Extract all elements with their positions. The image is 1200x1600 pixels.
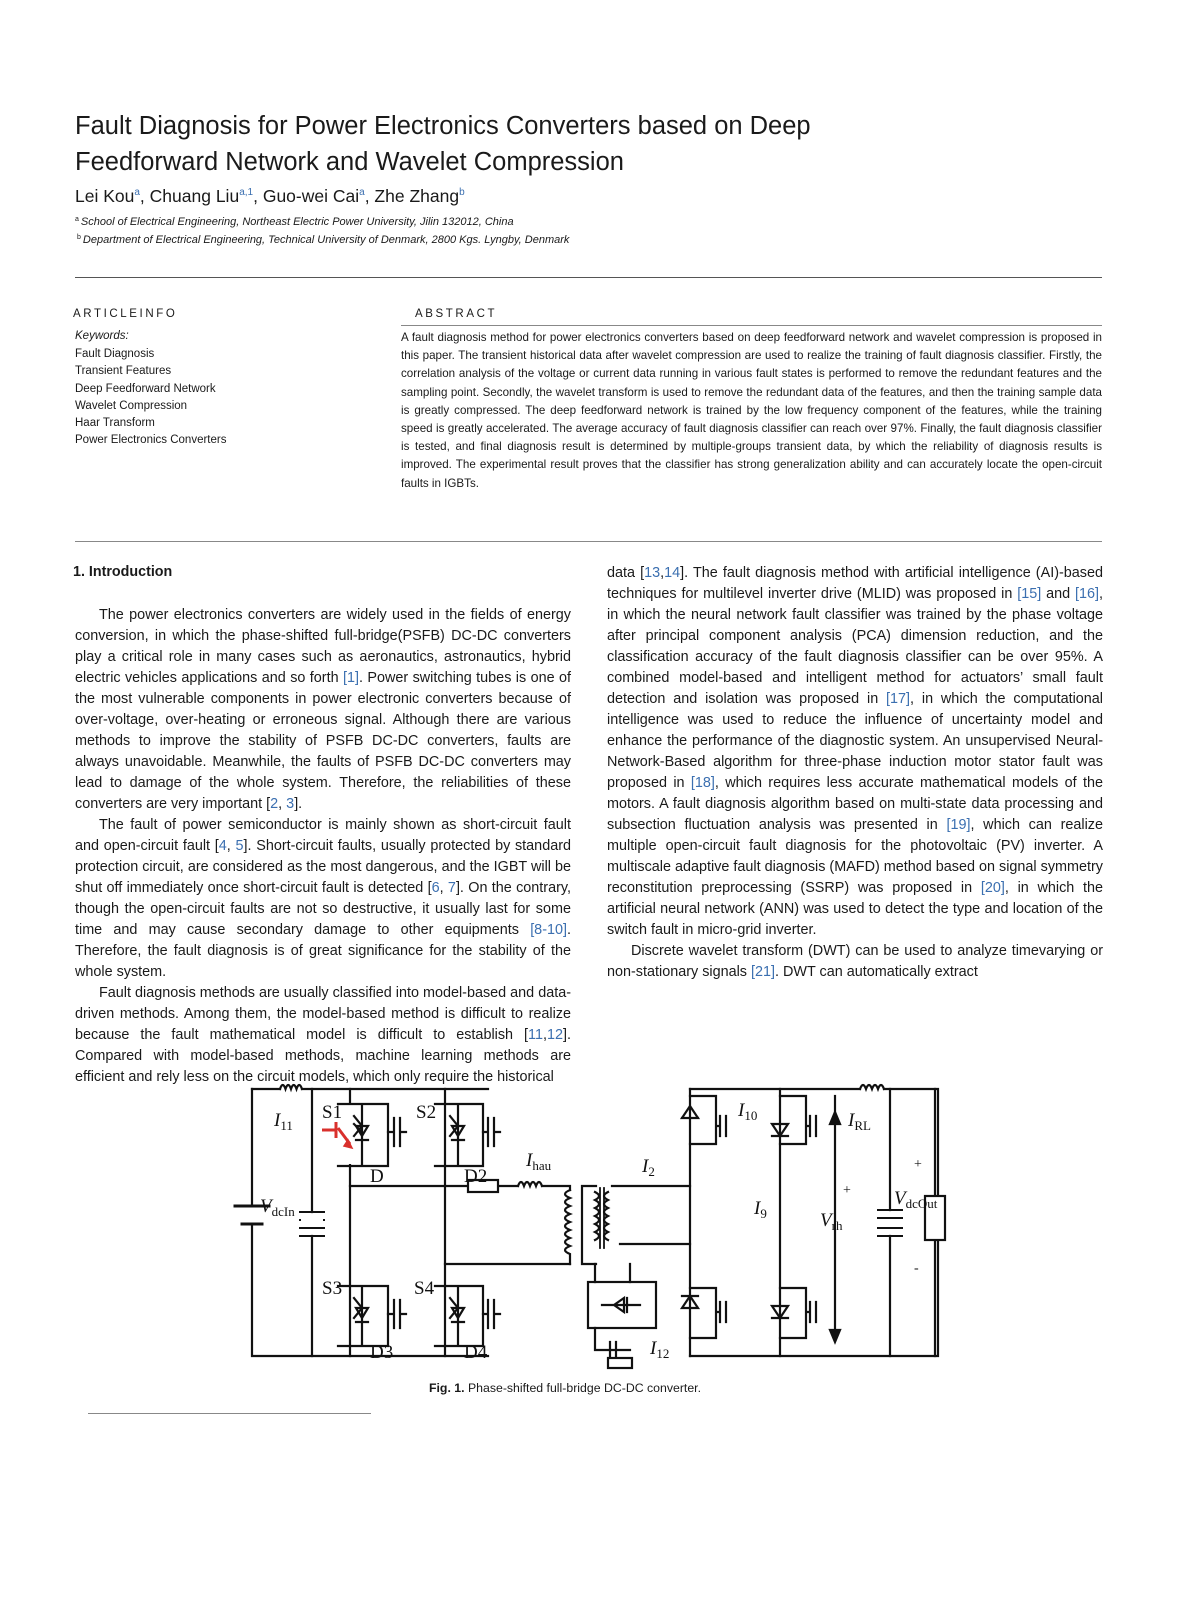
author-affil-mark: b: [459, 187, 465, 198]
author-affil-mark: a: [359, 187, 365, 198]
citation-link[interactable]: 7: [447, 880, 456, 896]
body-text: The power electronics converters are widely used in the fields of energy conversion, in which the phase-shifted full-bridge(PSFB) DC-DC converters play a critical role in many cases such as aeronautics, astronautics, hybrid electric vehicles applications and so forth: [75, 607, 571, 686]
section-heading: 1. Introduction: [73, 564, 173, 580]
affiliation-b: [77, 234, 569, 246]
citation-link[interactable]: 13: [644, 565, 661, 581]
body-paragraph: [607, 563, 1103, 941]
circuit-figure: [230, 1076, 950, 1376]
label-vrh: $V_{rh}$: [820, 1210, 843, 1233]
body-text: . Power switching tubes is one of the most vulnerable components in power electronic converters because of over-voltage, over-heating or erroneous signal. Although there are various methods to improve the stability of PSFB DC-DC converters, faults are always unavoidable. Meanwhile, the faults of PSFB DC-DC converters may lead to damage of the whole system. Therefore, the reliabilities of these converters are very important [: [75, 670, 571, 812]
figure-caption: [0, 1381, 1130, 1395]
body-text: ,: [439, 880, 448, 896]
affiliation-a: [75, 216, 514, 228]
affiliation-mark: b: [77, 234, 81, 241]
body-text: , which requires less accurate mathematical models of the motors. A fault diagnosis algorithm based on multi-state data processing and subsection fluctuation analysis was presented in: [607, 775, 1103, 833]
label-i12: $I_{12}$: [650, 1338, 670, 1361]
output-diode-2: [772, 1096, 816, 1144]
label-vdcout: $V_{dcOut}$: [894, 1188, 938, 1211]
keyword-item: Deep Feedforward Network: [75, 382, 216, 395]
inductor-symbol: [280, 1085, 302, 1089]
citation-link[interactable]: [20]: [980, 880, 1005, 896]
article-info-heading: ARTICLEINFO: [73, 308, 178, 320]
citation-link[interactable]: [1]: [343, 670, 359, 686]
body-text: ,: [278, 796, 287, 812]
body-text: Discrete wavelet transform (DWT) can be used to analyze timevarying or non-stationary signals: [607, 943, 1103, 980]
author-name: Chuang Liu: [149, 186, 240, 206]
author-affil-mark: a: [134, 187, 140, 198]
abstract-rule: [401, 325, 1102, 326]
label-minus-vout: -: [914, 1261, 919, 1276]
label-s1: S1: [322, 1102, 343, 1123]
citation-link[interactable]: [8-10]: [530, 922, 567, 938]
figure-caption-label: Fig. 1.: [429, 1381, 465, 1395]
label-d4: D4: [464, 1342, 488, 1363]
author-name: Lei Kou: [75, 186, 135, 206]
label-d2: D2: [464, 1166, 488, 1187]
abstract-text: A fault diagnosis method for power electronics converters based on deep feedforward network and wavelet compression is proposed in this paper. The transient historical data after wavelet compression are used to realize the training of fault diagnosis classifier. Firstly, the correlation analysis of the voltage or current data running in various fault states is performed to remove the redundant features and the sampling point. Secondly, the wavelet transform is used to remove the redundant data of the features, and then the training sample data is greatly compressed. The deep feedforward network is trained by the low frequency component of the features, while the training speed is greatly accelerated. The average accuracy of fault diagnosis classifier can reach over 97%. Finally, the fault diagnosis classifier is tested, and final diagnosis result is determined by multiple-groups transient data, by which the reliability of diagnosis results is improved. The experimental result proves that the classifier has strong generalization ability and can accurately locate the open-circuit faults in IGBTs.: [401, 331, 1102, 490]
label-plus-vrh: +: [843, 1183, 851, 1198]
body-text: . DWT can automatically extract: [775, 964, 978, 980]
citation-link[interactable]: [18]: [690, 775, 715, 791]
body-paragraph: [75, 983, 571, 1088]
body-text: . Therefore, the fault diagnosis is of great significance for the stability of the whole system.: [75, 922, 571, 980]
label-d1: D: [370, 1166, 384, 1187]
label-i10: $I_{10}$: [738, 1100, 758, 1123]
output-diode-3: [682, 1288, 726, 1338]
keyword-list: [75, 346, 226, 450]
transformer-primary: [565, 1190, 570, 1264]
body-text: ,: [660, 565, 665, 581]
abstract-heading: ABSTRACT: [415, 308, 498, 320]
body-text: ]. On the contrary, though the open-circuit faults are not so destructive, it usually last for some time and may cause secondary damage to other equipments: [75, 880, 571, 938]
affiliation-text: Department of Electrical Engineering, Technical University of Denmark, 2800 Kgs. Lyngby, Denmark: [82, 234, 570, 246]
body-column-left: [75, 605, 571, 1088]
label-irl: $I_{RL}$: [848, 1110, 871, 1133]
label-i11: $I_{11}$: [274, 1110, 293, 1133]
body-text: , in which the neural network fault classifier was trained by the phase voltage after principal component analysis (PCA) dimension reduction, and the classification accuracy of the fault diagnosis classifier can be over 95%. A combined model-based and intelligent method for actuators’ small fault detection and isolation was proposed in: [607, 586, 1103, 707]
body-text: ].: [294, 796, 303, 812]
body-paragraph: [75, 815, 571, 983]
diode-symbol: [602, 1298, 640, 1312]
title-line-2: Feedforward Network and Wavelet Compression: [75, 148, 624, 176]
body-text: Fault diagnosis methods are usually classified into model-based and data-driven methods. Among them, the model-based method is difficult to realize because the fault mathematical model is difficult to establish [: [75, 985, 571, 1043]
body-paragraph: [607, 941, 1103, 983]
label-d3: D3: [370, 1342, 394, 1363]
label-vdcin: $V_{dcIn}$: [260, 1196, 295, 1219]
citation-link[interactable]: [15]: [1017, 586, 1042, 602]
body-text: ,: [542, 1027, 547, 1043]
circuit-wire: [690, 1089, 938, 1356]
keyword-item: Haar Transform: [75, 417, 155, 430]
citation-link[interactable]: 14: [664, 565, 681, 581]
header-rule: [75, 277, 1102, 278]
figure-caption-text: Phase-shifted full-bridge DC-DC converter.: [464, 1381, 701, 1395]
label-s3: S3: [322, 1278, 343, 1299]
body-text: and: [1041, 586, 1075, 602]
section-rule: [75, 541, 1102, 542]
citation-link[interactable]: 3: [286, 796, 295, 812]
capacitor-symbol: [878, 1210, 902, 1236]
keyword-item: Fault Diagnosis: [75, 348, 155, 360]
keywords-label: Keywords:: [75, 330, 129, 342]
transformer-coils: [595, 1192, 608, 1240]
inductor-symbol: [860, 1085, 884, 1089]
author-affil-mark: a,1: [239, 187, 254, 198]
citation-link[interactable]: [17]: [886, 691, 911, 707]
affiliation-mark: a: [75, 216, 79, 223]
citation-link[interactable]: 6: [431, 880, 440, 896]
body-text: , in which the artificial neural network (ANN) was used to detect the type and location of the switch fault in micro-grid inverter.: [607, 880, 1103, 938]
title-line-1: Fault Diagnosis for Power Electronics Converters based on Deep: [75, 112, 811, 140]
output-diode-1: [682, 1096, 726, 1144]
output-diode-4: [772, 1288, 816, 1338]
citation-link[interactable]: [21]: [750, 964, 775, 980]
body-text: , which can realize multiple open-circuit fault diagnosis for the photovoltaic (PV) inverter. A multiscale adaptive fault diagnosis (MAFD) method based on signal symmetry reconstitution preprocessing (SSRP) was proposed in: [607, 817, 1103, 896]
label-s2: S2: [416, 1102, 437, 1123]
label-plus-vout: +: [914, 1157, 922, 1172]
body-text: data [: [607, 565, 645, 581]
body-text: The fault of power semiconductor is mainly shown as short-circuit fault and open-circuit fault [: [75, 817, 571, 854]
footnote-rule: [88, 1413, 371, 1414]
citation-link[interactable]: [19]: [946, 817, 971, 833]
label-i2: $I_2$: [642, 1156, 655, 1179]
label-i9: $I_9$: [754, 1198, 767, 1221]
citation-link[interactable]: [16]: [1074, 586, 1099, 602]
citation-link[interactable]: 12: [546, 1027, 563, 1043]
body-paragraph: [75, 605, 571, 815]
author-list: Lei Kou$^a$, Chuang Liu$^{a,1}$, Guo-wei Cai$^a$, Zhe Zhang$^b$: [75, 186, 465, 206]
body-column-right: [607, 563, 1103, 983]
paper-title: [75, 108, 875, 180]
body-text: ]. Short-circuit faults, usually protected by standard protection circuit, are considered as the most dangerous, and the IGBT will be shut off immediately once short-circuit fault is detected [: [75, 838, 571, 896]
citation-link[interactable]: 5: [235, 838, 244, 854]
body-text: ,: [226, 838, 236, 854]
author-name: Zhe Zhang: [374, 186, 460, 206]
keyword-item: Power Electronics Converters: [75, 434, 227, 447]
citation-link[interactable]: 11: [528, 1027, 543, 1043]
body-text: ]. The fault diagnosis method with artificial intelligence (AI)-based techniques for multilevel inverter drive (MLID) was proposed in: [607, 565, 1103, 602]
keyword-item: Wavelet Compression: [75, 399, 188, 412]
inductor-symbol: [518, 1182, 542, 1186]
circuit-wire: [690, 1089, 780, 1356]
citation-link[interactable]: 4: [218, 838, 227, 854]
switch-module-s1: [338, 1104, 406, 1166]
affiliation-text: School of Electrical Engineering, Northeast Electric Power University, Jilin 132012, China: [80, 216, 514, 228]
label-ihau: $I_{hau}$: [526, 1150, 552, 1173]
author-name: Guo-wei Cai: [262, 186, 360, 206]
body-text: ]. Compared with model-based methods, machine learning methods are efficient and rely less on the circuit models, which only require the historical: [75, 1027, 571, 1085]
body-text: , in which the computational intelligence was used to reduce the influence of uncertainty model and enhance the performance of the diagnostic system. An unsupervised Neural-Network-Based algorithm for three-phase induction motor stator fault was proposed in: [607, 691, 1103, 791]
citation-link[interactable]: 2: [270, 796, 279, 812]
keyword-item: Transient Features: [75, 365, 172, 378]
switch-module-s3: [338, 1286, 406, 1346]
label-s4: S4: [414, 1278, 435, 1299]
